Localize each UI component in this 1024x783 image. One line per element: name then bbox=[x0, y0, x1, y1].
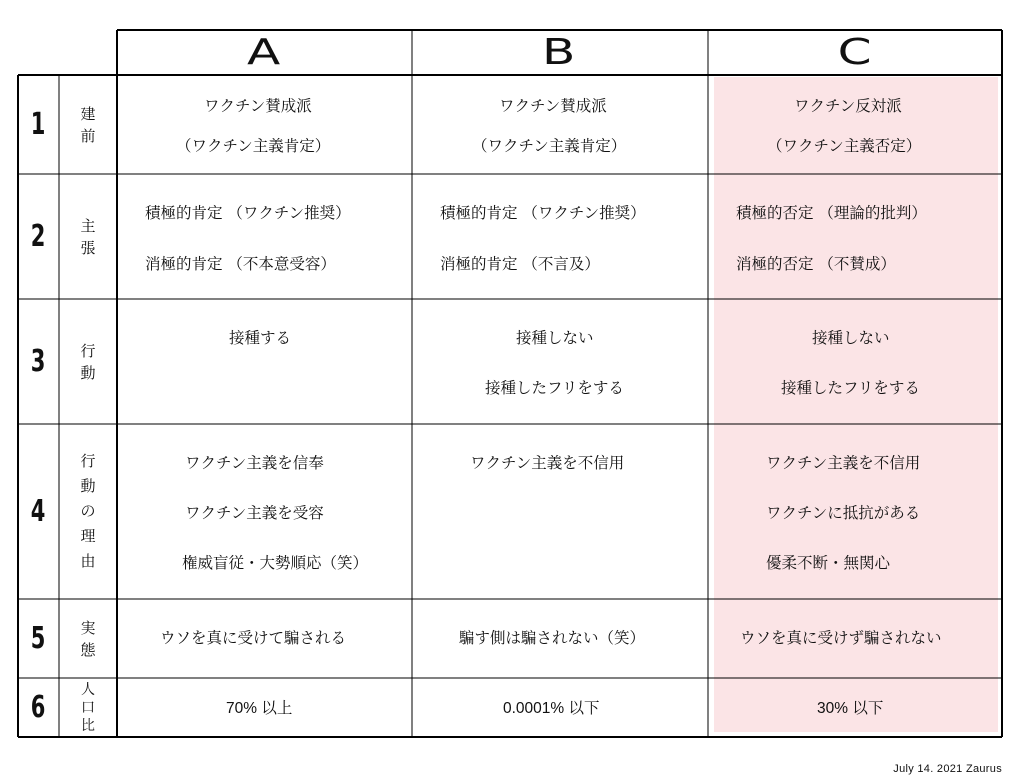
cell-3b-line1: 接種しない bbox=[516, 329, 594, 347]
cell-1c-line2: （ワクチン主義否定） bbox=[767, 137, 922, 155]
row-label-char: 動 bbox=[80, 363, 96, 382]
cell-3b-line2: 接種したフリをする bbox=[485, 379, 624, 397]
row-label-char: 主 bbox=[80, 216, 96, 235]
row-label-char: 口 bbox=[81, 699, 95, 716]
row-number: 6 bbox=[30, 690, 46, 725]
cell-4a-line2: ワクチン主義を受容 bbox=[185, 504, 324, 522]
cell-3c-line2: 接種したフリをする bbox=[781, 379, 920, 397]
row-label bbox=[62, 174, 114, 299]
cell-2c-line1: 積極的否定 （理論的批判） bbox=[736, 204, 927, 222]
row-label-char: 前 bbox=[80, 126, 96, 145]
cell-4a-line3: 権威盲従・大勢順応（笑） bbox=[182, 554, 369, 572]
row-label-char: 比 bbox=[81, 717, 95, 734]
row-number: 5 bbox=[30, 621, 46, 656]
cell-2a-line2: 消極的肯定 （不本意受容） bbox=[145, 255, 336, 273]
row-label-char: 由 bbox=[80, 552, 96, 570]
row-label-char: 動 bbox=[80, 477, 96, 495]
cell-4c-line2: ワクチンに抵抗がある bbox=[766, 504, 921, 522]
row-label bbox=[62, 424, 114, 599]
cell-5c: ウソを真に受けず騙されない bbox=[740, 629, 942, 647]
cell-2b-line1: 積極的肯定 （ワクチン推奨） bbox=[440, 204, 646, 222]
cell-6a: 70% 以上 bbox=[226, 700, 293, 717]
footer-credit: July 14. 2021 Zaurus bbox=[893, 763, 1002, 775]
cell-1b-line2: （ワクチン主義肯定） bbox=[472, 137, 627, 155]
row-label bbox=[62, 299, 114, 424]
row-number: 2 bbox=[30, 219, 46, 254]
cell-4a-line1: ワクチン主義を信奉 bbox=[185, 454, 324, 472]
cell-2b-line2: 消極的肯定 （不言及） bbox=[440, 255, 600, 273]
row-label bbox=[62, 599, 114, 678]
cell-3c-line1: 接種しない bbox=[812, 329, 890, 347]
cell-4c-line3: 優柔不断・無関心 bbox=[766, 554, 891, 572]
row-label bbox=[62, 678, 114, 737]
row-label-char: の bbox=[80, 502, 96, 520]
row-label-char: 張 bbox=[80, 238, 96, 257]
column-header-a: A bbox=[247, 31, 283, 73]
cell-5a: ウソを真に受けて騙される bbox=[160, 629, 347, 647]
cell-1b-line1: ワクチン賛成派 bbox=[499, 97, 607, 115]
row-label-char: 建 bbox=[80, 104, 96, 123]
row-label-char: 理 bbox=[80, 527, 96, 545]
row-label bbox=[62, 75, 114, 174]
column-header-b: B bbox=[541, 31, 579, 73]
row-label-char: 人 bbox=[81, 681, 95, 698]
cell-3a-line1: 接種する bbox=[229, 329, 292, 347]
row-number: 4 bbox=[30, 494, 46, 529]
cell-1c-line1: ワクチン反対派 bbox=[794, 97, 902, 115]
column-header-c: C bbox=[837, 31, 875, 73]
row-label-char: 行 bbox=[80, 341, 96, 360]
cell-2c-line2: 消極的否定 （不賛成） bbox=[736, 255, 896, 273]
cell-6b: 0.0001% 以下 bbox=[503, 700, 600, 717]
cell-4b-line1: ワクチン主義を不信用 bbox=[470, 454, 625, 472]
cell-5b: 騙す側は騙されない（笑） bbox=[459, 629, 646, 647]
row-label-char: 実 bbox=[80, 618, 96, 637]
row-label-char: 行 bbox=[80, 452, 96, 470]
row-number: 3 bbox=[30, 344, 46, 379]
row-number: 1 bbox=[30, 107, 46, 142]
cell-6c: 30% 以下 bbox=[817, 700, 884, 717]
cell-4c-line1: ワクチン主義を不信用 bbox=[766, 454, 921, 472]
cell-1a-line1: ワクチン賛成派 bbox=[204, 97, 312, 115]
row-label-char: 態 bbox=[80, 640, 96, 659]
cell-1a-line2: （ワクチン主義肯定） bbox=[176, 137, 331, 155]
cell-2a-line1: 積極的肯定 （ワクチン推奨） bbox=[145, 204, 351, 222]
